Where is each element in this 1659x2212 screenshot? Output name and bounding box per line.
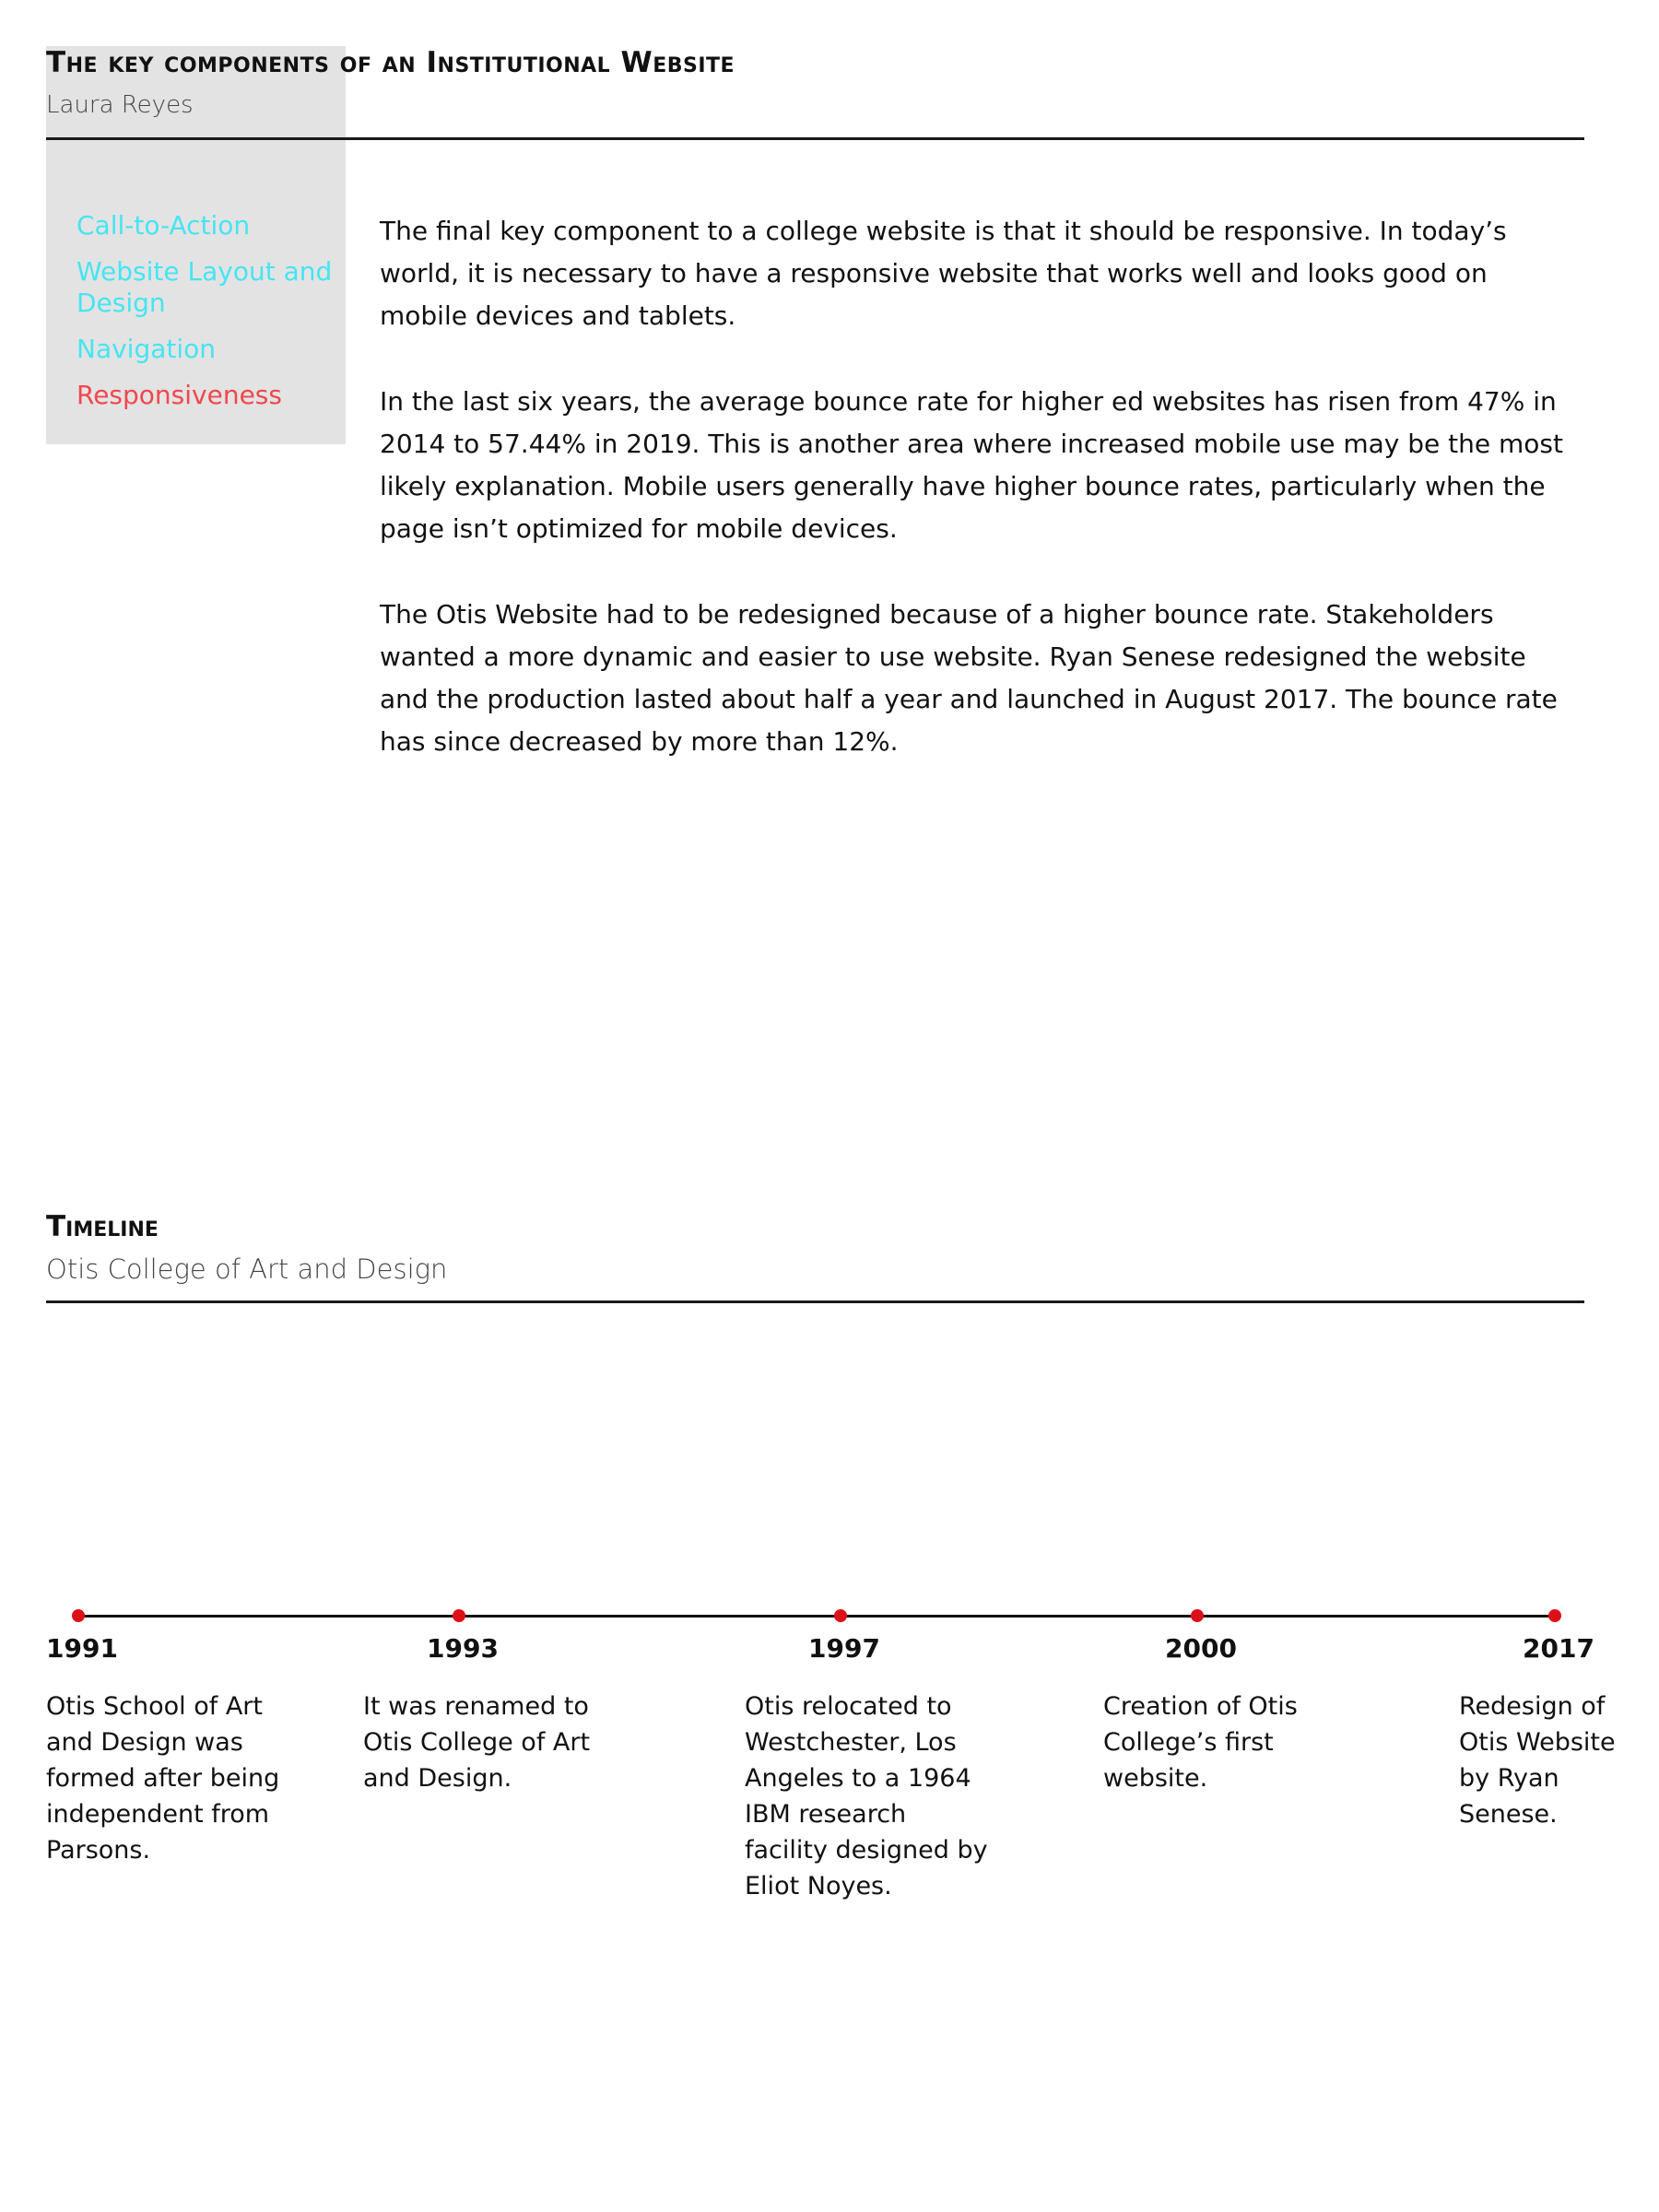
page-title: The key components of an Institutional Website	[46, 46, 735, 79]
timeline-desc-2017: Redesign of Otis Website by Ryan Senese.	[1459, 1692, 1616, 1829]
timeline-dot-2017	[1548, 1609, 1561, 1622]
timeline-desc-1991: Otis School of Art and Design was formed after being independent from Parsons.	[46, 1692, 280, 1865]
paragraph-otis-redesign: The Otis Website had to be redesigned because of a higher bounce rate. Stakeholders wanted a more dynamic and easier to use website. Ryan Senese redesigned the website and the production lasted about half a year and launched in August 2017. The bounce rate has since decreased by more than 12%.	[380, 599, 1558, 757]
timeline-desc-1997: Otis relocated to Westchester, Los Angeles to a 1964 IBM research facility designed by Eliot Noyes.	[745, 1692, 988, 1900]
timeline-subtitle: Otis College of Art and Design	[46, 1253, 448, 1285]
timeline-desc-2000: Creation of Otis College’s first website.	[1103, 1692, 1298, 1793]
author-name: Laura Reyes	[46, 91, 194, 119]
header-divider	[46, 137, 1584, 140]
timeline-dot-1997	[834, 1609, 847, 1622]
paragraph-bounce-rate: In the last six years, the average bounce rate for higher ed websites has risen from 47% in 2014 to 57.44% in 2019. This is another area where increased mobile use may be the most likely explanation. Mobile users generally have higher bounce rates, particularly when the page isn’t optimized for mobile devices.	[380, 386, 1563, 544]
timeline-desc-1993: It was renamed to Otis College of Art and Design.	[363, 1692, 591, 1793]
timeline-axis	[78, 1615, 1553, 1618]
timeline-year-1993: 1993	[427, 1633, 499, 1664]
sidebar-item-navigation[interactable]: Navigation	[76, 334, 217, 364]
timeline-title: Timeline	[46, 1210, 159, 1243]
timeline-dot-1991	[72, 1609, 85, 1622]
sidebar-nav	[76, 210, 335, 426]
timeline-divider	[46, 1300, 1584, 1303]
timeline-dot-2000	[1191, 1609, 1204, 1622]
timeline-year-1997: 1997	[808, 1633, 880, 1664]
timeline-year-1991: 1991	[46, 1633, 118, 1664]
timeline-dot-1993	[453, 1609, 465, 1622]
sidebar-item-responsiveness[interactable]: Responsiveness	[76, 380, 282, 410]
timeline-year-2017: 2017	[1523, 1633, 1594, 1664]
main-content	[380, 210, 1578, 806]
sidebar-item-website-layout[interactable]: Website Layout and Design	[76, 256, 333, 318]
sidebar-item-call-to-action[interactable]: Call-to-Action	[76, 210, 251, 241]
timeline-year-2000: 2000	[1165, 1633, 1237, 1664]
paragraph-responsive: The final key component to a college website is that it should be responsive. In today’s world, it is necessary to have a responsive website that works well and looks good on mobile devices and tablets.	[380, 216, 1507, 331]
